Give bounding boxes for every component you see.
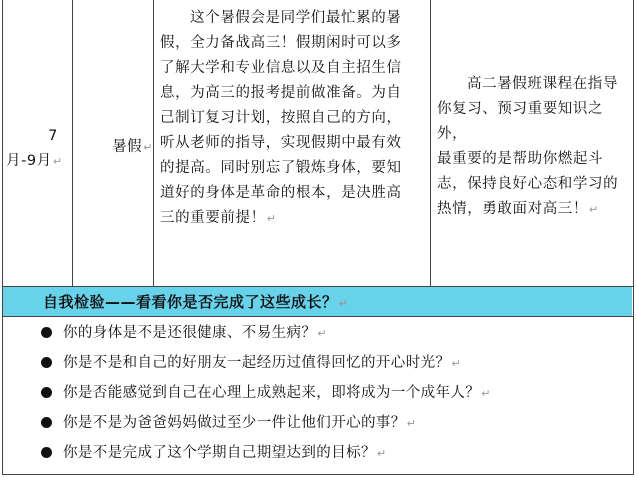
season-cell xyxy=(112,135,156,160)
period-cell xyxy=(6,124,68,174)
checklist-item: 你是否能感觉到自己在心理上成熟起来，即将成为一个成年人？↵ xyxy=(0,378,630,408)
course-line: 你复习、预习重要知识之外， xyxy=(437,101,604,142)
paragraph-mark: ↵ xyxy=(52,155,63,168)
course-line: 志，保持良好心态和学习的 xyxy=(437,176,619,192)
paragraph-mark: ↵ xyxy=(376,447,387,460)
paragraph-mark: ↵ xyxy=(589,203,599,216)
bullet-icon xyxy=(41,417,52,428)
column-divider-1 xyxy=(72,0,73,286)
description-line: 了解大学和专业信息以及自主招生信 xyxy=(160,60,402,76)
bullet-icon xyxy=(41,357,52,368)
description-line: 息，为高三的报考提前做准备。为自 xyxy=(160,85,402,101)
bullet-icon xyxy=(41,387,52,398)
paragraph-mark: ↵ xyxy=(143,141,154,154)
self-check-banner xyxy=(3,287,632,316)
description-line: 的提高。同时别忘了锻炼身体，要知 xyxy=(160,160,402,176)
checklist-item: 你是不是完成了这个学期自己期望达到的目标？↵ xyxy=(0,438,630,468)
paragraph-mark: ↵ xyxy=(338,297,349,310)
description-line: 己制订复习计划，按照自己的方向， xyxy=(160,110,402,126)
course-line: 热情，勇敢面对高三！↵ xyxy=(437,201,599,217)
description-line: 听从老师的指导，实现假期中最有效 xyxy=(160,135,402,151)
description-line: 道好的身体是革命的根本，是决胜高 xyxy=(160,185,402,201)
paragraph-mark: ↵ xyxy=(266,212,277,225)
course-line: 最重要的是帮助你燃起斗 xyxy=(437,151,604,167)
paragraph-mark: ↵ xyxy=(481,387,491,400)
season-label: 暑假 xyxy=(112,139,143,155)
paragraph-mark: ↵ xyxy=(317,327,327,340)
course-cell xyxy=(437,72,629,222)
checklist-item: 你的身体是不是还很健康、不易生病？↵ xyxy=(0,318,630,348)
row-divider-bottom xyxy=(2,316,633,317)
bullet-icon xyxy=(41,447,52,458)
period-number: 7 xyxy=(48,128,58,144)
checklist-item: 你是不是和自己的好朋友一起经历过值得回忆的开心时光？↵ xyxy=(0,348,630,378)
course-line: 高二暑假班课程在指导 xyxy=(467,76,618,92)
description-line: 假，全力备战高三！假期闲时可以多 xyxy=(160,35,402,51)
column-divider-3 xyxy=(430,0,431,286)
checklist xyxy=(0,318,630,468)
banner-title: 自我检验——看看你是否完成了这些成长？↵ xyxy=(43,293,349,311)
description-cell xyxy=(160,6,426,231)
description-line: 三的重要前提！↵ xyxy=(160,210,277,226)
bullet-icon xyxy=(41,327,52,338)
paragraph-mark: ↵ xyxy=(406,417,417,430)
period-range: 月-9月 xyxy=(6,153,52,169)
checklist-item: 你是不是为爸爸妈妈做过至少一件让他们开心的事？↵ xyxy=(0,408,630,438)
paragraph-mark: ↵ xyxy=(451,357,462,370)
description-line: 这个暑假会是同学们最忙累的暑 xyxy=(190,10,402,26)
